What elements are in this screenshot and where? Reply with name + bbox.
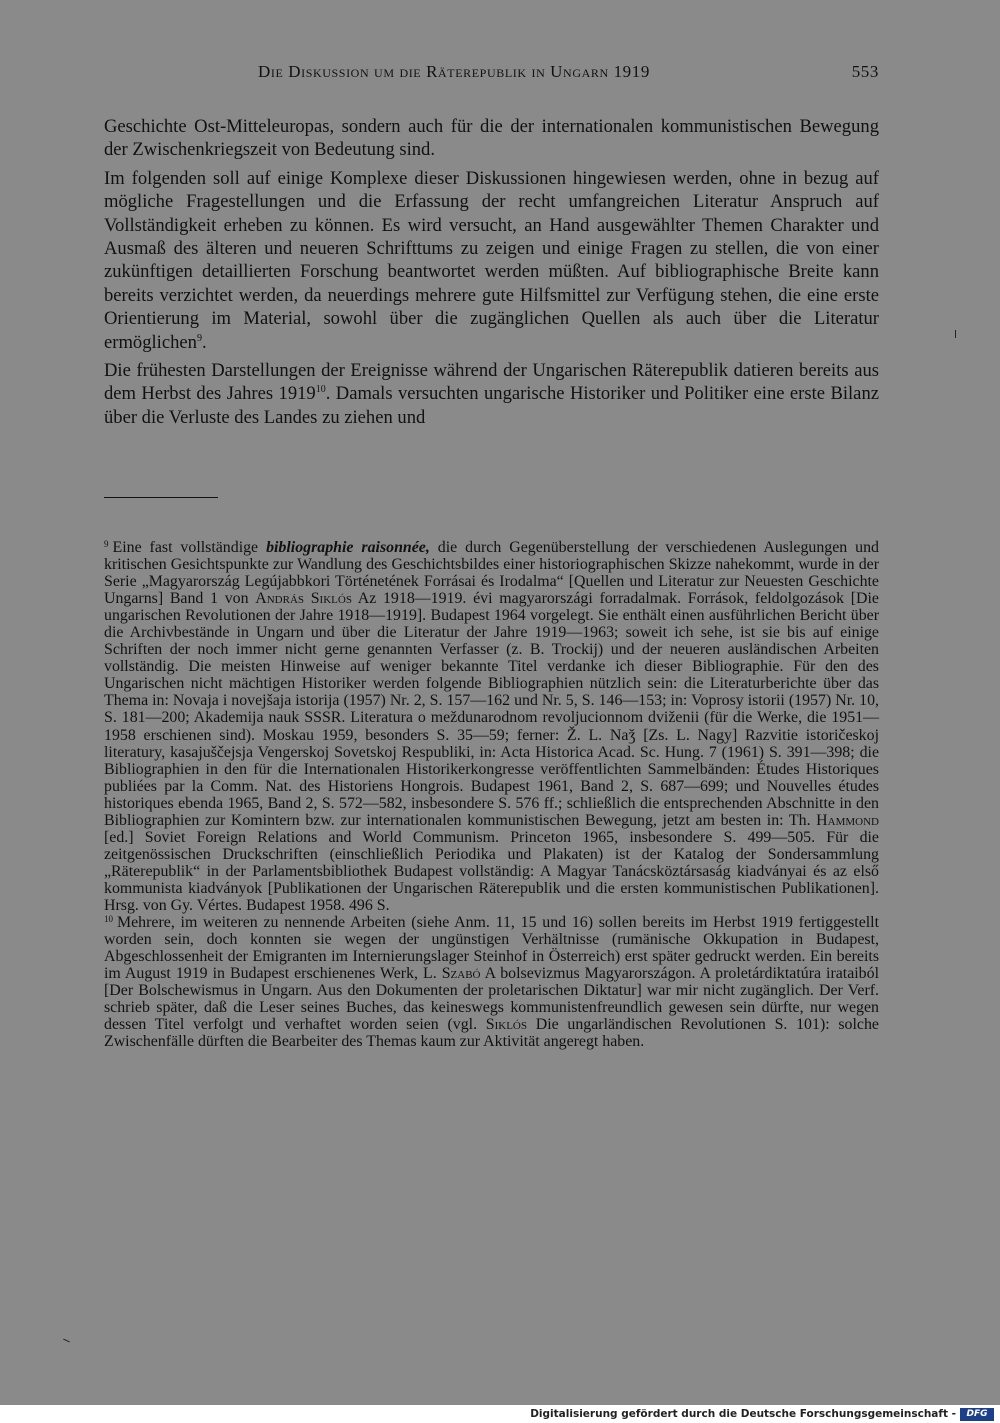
author-hammond: Hammond (816, 811, 879, 829)
author-siklos-2: Siklós (485, 1016, 527, 1034)
footnote-10-text-2: A bolsevizmus Magyarországon. A proletárdiktatúra irataiból [Der Bolschewismus in Ungarn. Aus den Dokumenten der proletarischen Diktatur] war mir nicht zugänglich. Der Verf. schrieb später, daß die Leser seines Buches, das keineswegs kommunistenfreundlich gewesen sein dürfte, nur wegen dessen Titel verfolgt und verhaftet worden seien (vgl. (104, 965, 879, 1034)
page-number: 553 (851, 62, 879, 81)
footnote-ref-9[interactable]: 9 (196, 332, 202, 344)
dfg-logo-icon: DFG (960, 1408, 994, 1421)
paragraph-1: Geschichte Ost-Mitteleuropas, sondern auch für die der internationalen kommunistischen Bewegung der Zwischenkriegszeit von Bedeutung sind. (104, 116, 879, 161)
footnote-separator (104, 497, 218, 498)
scan-mark (63, 1339, 70, 1343)
footnotes (104, 539, 879, 1050)
author-siklos: András Siklós (255, 590, 352, 608)
scan-mark (955, 330, 956, 338)
main-text (104, 115, 879, 434)
paragraph-2-text: Im folgenden soll auf einige Komplexe dieser Diskussionen hingewiesen werden, ohne in bezug auf mögliche Fragestellungen und die Erfassung der recht umfangreichen Literatur Anspruch auf Vollständigkeit erheben zu können. Es wird versucht, an Hand ausgewählter Themen Charakter und Ausmaß des älteren und neueren Schrifttums zu zeigen und einige Fragen zu stellen, die von einer zukünftigen detaillierten Forschung beantwortet werden müßten. Auf bibliographische Breite kann bereits verzichtet werden, da neuerdings mehrere gute Hilfsmittel zur Verfügung stehen, die eine erste Orientierung im Material, sowohl über die zugänglichen Quellen als auch über die Literatur ermöglichen (104, 167, 879, 353)
footnote-9-text-4: [ed.] Soviet Foreign Relations and World Communism. Princeton 1965, insbesondere S. 499—505. Für die zeitgenössischen Druckschriften (einschließlich Periodika und Plakaten) ist der Katalog der Sondersammlung „Räterepublik“ in der Parlamentsbibliothek Budapest vollständig: A Magyar Tanácsköztársaság kiadványai és az első kommunista kiadványok [Publikationen der Ungarischen Räterepublik und die ersten kommunistischen Publikationen]. Hrsg. von Gy. Vértes. Budapest 1958. 496 S. (104, 828, 879, 914)
paragraph-3 (104, 359, 879, 429)
paragraph-2 (104, 167, 879, 354)
footnote-ref-10[interactable]: 10 (315, 384, 326, 396)
footnote-10-text-3: Die ungarländischen Revolutionen S. 101): solche Zwischenfälle dürften die Bearbeiter des Themas kaum zur Aktivität angeregt haben. (104, 1016, 879, 1051)
footnote-9-text-1: Eine fast vollständige (112, 539, 267, 556)
footnote-10 (104, 914, 879, 1050)
footnote-10-number: 10 (104, 914, 113, 925)
footnote-9 (104, 539, 879, 914)
footnote-9-text-2: die durch Gegenüberstellung der verschiedenen Auslegungen und kritischen Gesichtspunkte zur Wandlung des Geschichtsbildes einer historiographischen Skizze nahekommt, wurde in der Serie „Magyarország Legújabbkori Történetének Forrásai és Irodalma“ [Quellen und Literatur zur Neuesten Geschichte Ungarns] Band 1 von (104, 539, 879, 608)
footnote-10-text-1: Mehrere, im weiteren zu nennende Arbeiten (siehe Anm. 11, 15 und 16) sollen bereits im Herbst 1919 fertiggestellt worden sein, doch konnten sie wegen der ungünstigen Verhältnisse (rumänische Okkupation in Budapest, Abgeschlossenheit der Emigranten im Internierungslager Steinhof in Österreich) erst später gedruckt werden. Ein bereits im August 1919 in Budapest erschienenes Werk, L. (104, 914, 879, 983)
running-header (258, 62, 879, 82)
paragraph-2-end: . (201, 331, 207, 353)
digitization-footer (0, 1405, 1000, 1423)
footnote-9-text-3: Az 1918—1919. évi magyarországi forradalmak. Források, feldolgozások [Die ungarischen Revolutionen der Jahre 1918—1919]. Budapest 1964 vorgelegt. Sie enthält einen ausführlichen Bericht über die Archivbestände in Ungarn und über die Literatur der Jahre 1919—1963; soweit ich sehe, ist sie bis auf einige Schriften der noch immer nicht gerne genannten Verfasser (z. B. Trockij) und der neueren ausländischen Arbeiten vollständig. Die meisten Hinweise auf weniger bekannte Titel verdanke ich dieser Bibliographie. Für den des Ungarischen nicht mächtigen Historiker werden folgende Bibliographien nützlich sein: die Literaturberichte über das Thema in: Novaja i novejšaja istorija (1957) Nr. 2, S. 157—162 und Nr. 5, S. 146—153; in: Voprosy istorii (1957) Nr. 10, S. 181—200; Akademija nauk SSSR. Literatura o meždunarodnom revoljucionnom dviženii (für die Werke, die 1951—1958 erschienen sind). Moskau 1959, besonders S. 35—59; ferner: Ž. L. Naǯ [Zs. L. Nagy] Razvitie istoričeskoj literatury, kasajuščejsja Vengerskoj Sovetskoj Respubliki, in: Acta Historica Acad. Sc. Hung. 7 (1961) S. 391—398; die Bibliographien in den für die Internationalen Historikerkongresse veröffentlichten Sammelbänden: Études Historiques publiées par la Comm. Nat. des Historiens Hongrois. Budapest 1961, Band 2, S. 687—699; und Nouvelles études historiques ebenda 1965, Band 2, S. 572—582, insbesondere S. 576 ff.; schließlich die entsprechenden Abschnitte in den Bibliographien zur Komintern bzw. zur internationalen kommunistischen Bewegung, jetzt am besten in: Th. (104, 590, 879, 829)
paragraph-3-text-b: . Damals versuchten ungarische Historiker und Politiker eine erste Bilanz über die Verluste des Landes zu ziehen und (104, 383, 879, 428)
footnote-9-emphasis: bibliographie raisonnée, (266, 539, 430, 556)
funding-notice: Digitalisierung gefördert durch die Deutsche Forschungsgemeinschaft - (530, 1408, 956, 1420)
author-szabo: Szabó (441, 965, 481, 983)
paragraph-3-text-a: Die frühesten Darstellungen der Ereignisse während der Ungarischen Räterepublik datieren bereits aus dem Herbst des Jahres 1919 (104, 360, 879, 405)
running-title: Die Diskussion um die Räterepublik in Ungarn 1919 (258, 62, 650, 81)
footnote-9-number: 9 (104, 539, 109, 549)
